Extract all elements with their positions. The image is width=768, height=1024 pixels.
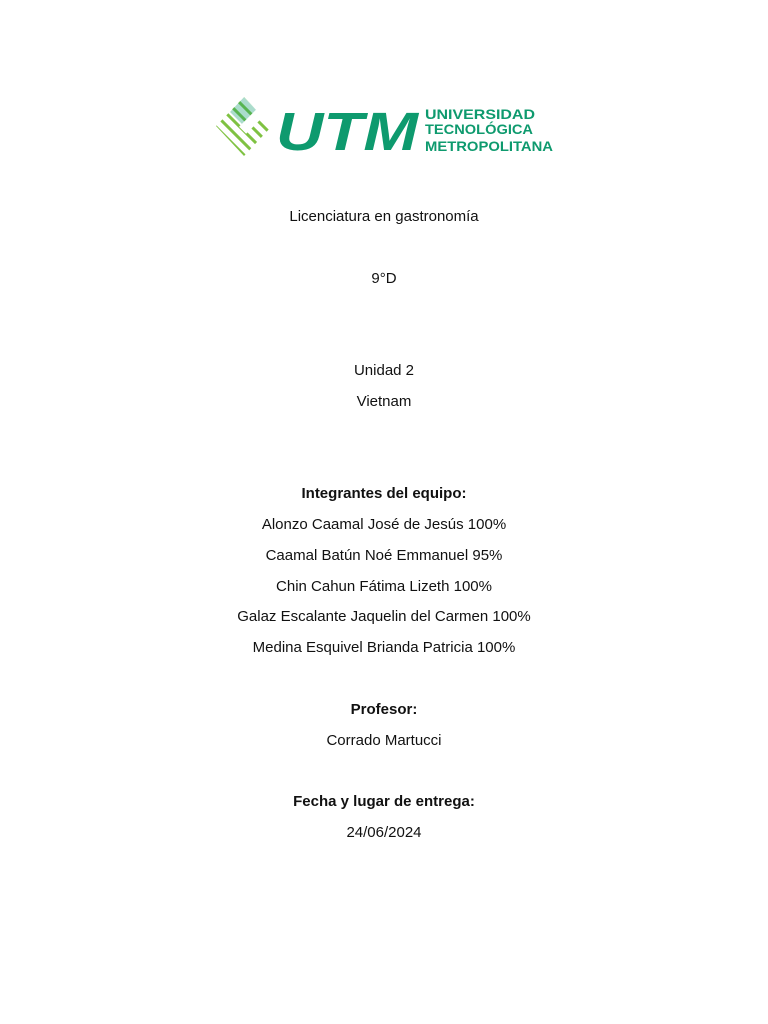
team-heading: Integrantes del equipo: xyxy=(301,485,467,502)
logo-emblem-icon xyxy=(214,95,284,161)
topic-label: Vietnam xyxy=(356,393,412,410)
unit-label: Unidad 2 xyxy=(353,362,415,379)
group-label: 9°D xyxy=(371,270,397,287)
professor-name: Corrado Martucci xyxy=(326,732,442,749)
logo-name-line-2: TECNOLÓGICA xyxy=(425,121,529,137)
team-member: Galaz Escalante Jaquelin del Carmen 100% xyxy=(237,608,531,625)
logo-name-line-1: UNIVERSIDAD xyxy=(425,106,535,122)
team-member: Caamal Batún Noé Emmanuel 95% xyxy=(265,547,503,564)
utm-logo xyxy=(214,95,556,161)
date-heading: Fecha y lugar de entrega: xyxy=(293,793,475,810)
logo-mark-text: UTM xyxy=(276,102,420,161)
program-name: Licenciatura en gastronomía xyxy=(289,208,479,225)
logo-name-line-3: METROPOLITANA xyxy=(425,138,553,154)
team-member: Medina Esquivel Brianda Patricia 100% xyxy=(252,639,516,656)
team-member: Chin Cahun Fátima Lizeth 100% xyxy=(276,578,492,595)
date-value: 24/06/2024 xyxy=(346,824,422,841)
professor-heading: Profesor: xyxy=(350,701,418,718)
team-member: Alonzo Caamal José de Jesús 100% xyxy=(261,516,507,533)
